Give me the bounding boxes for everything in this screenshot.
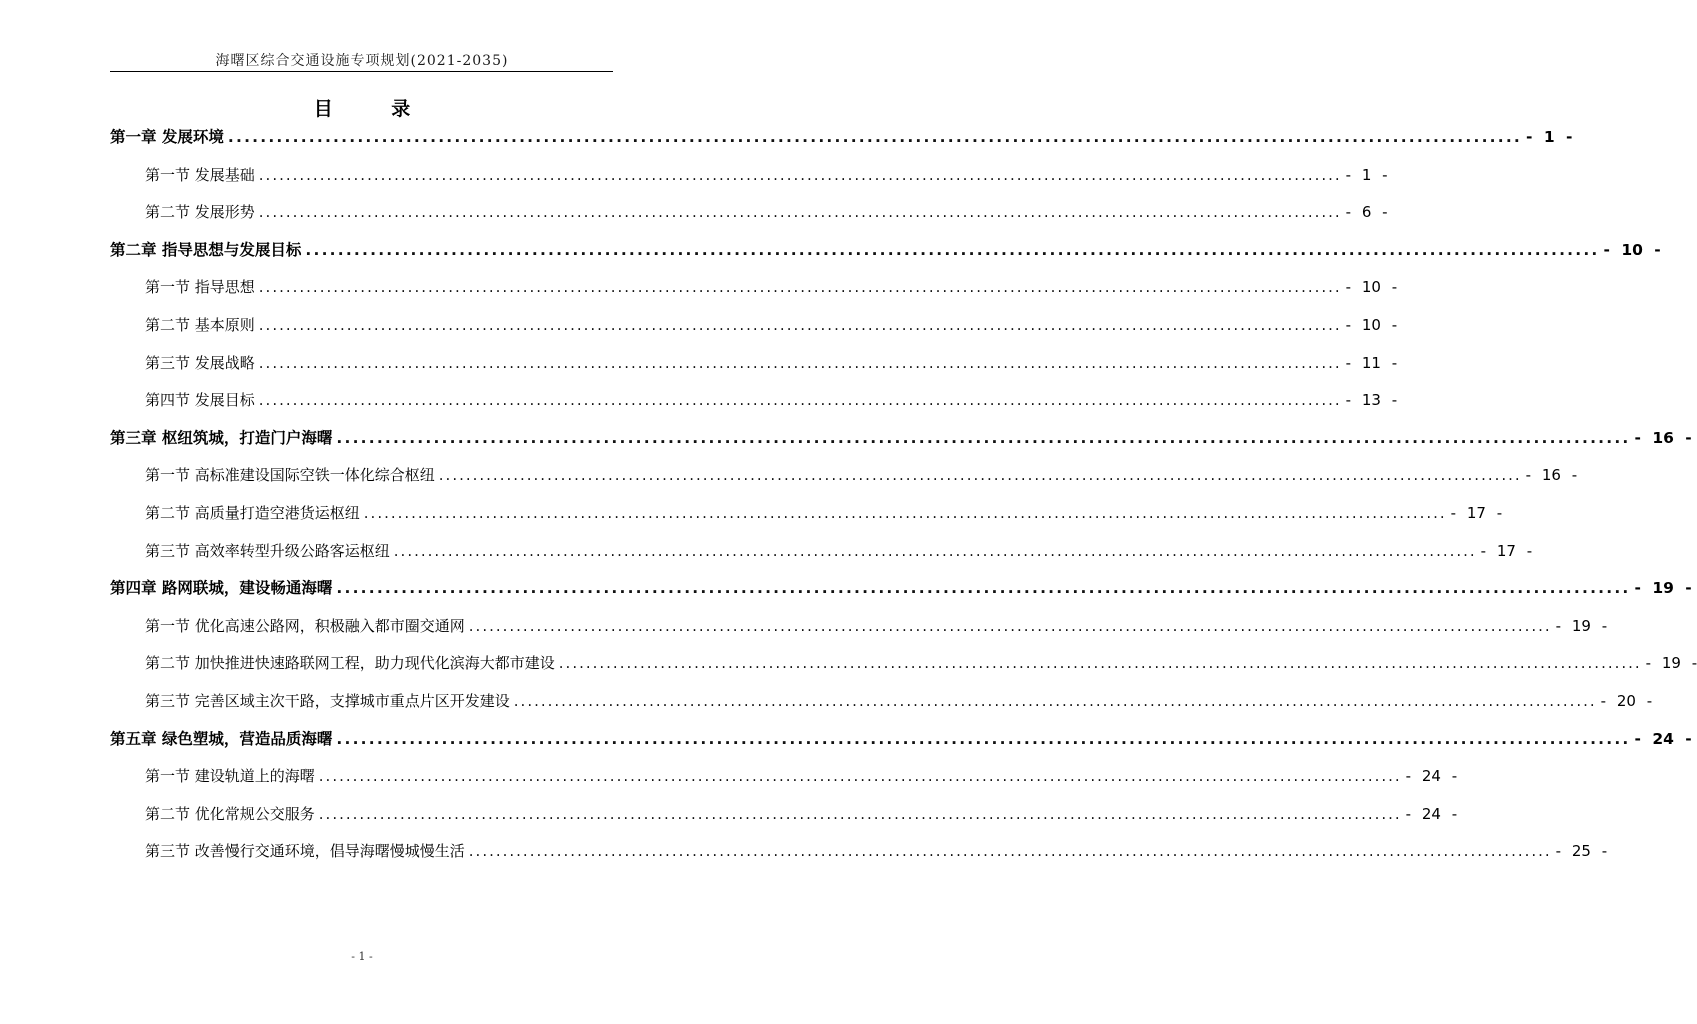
toc-dot-leader: ................................................................................................................................................................ xyxy=(336,428,1631,447)
toc-page-number: - 25 - xyxy=(1555,842,1608,861)
toc-dot-leader: ................................................................................................................................................................ xyxy=(258,203,1342,222)
toc-section-entry[interactable] xyxy=(145,353,1398,373)
toc-dot-leader: ................................................................................................................................................................ xyxy=(258,391,1342,410)
toc-section-entry[interactable] xyxy=(145,541,1533,561)
page-number: - 1 - xyxy=(351,950,373,963)
toc-entry-label: 第二节 高质量打造空港货运枢纽 xyxy=(145,504,360,522)
toc-entry-label: 第一节 发展基础 xyxy=(145,165,255,184)
toc-chapter-entry[interactable] xyxy=(110,127,1573,147)
toc-entry-label: 第一节 指导思想 xyxy=(145,278,255,297)
toc-section-entry[interactable] xyxy=(145,202,1388,222)
toc-section-entry[interactable] xyxy=(145,390,1398,410)
toc-section-entry[interactable] xyxy=(145,315,1398,335)
toc-page-number: - 1 - xyxy=(1526,128,1573,146)
toc-entry-label: 第二节 优化常规公交服务 xyxy=(145,804,315,823)
toc-entry-label: 第二节 基本原则 xyxy=(145,316,255,334)
toc-entry-label: 第三节 高效率转型升级公路客运枢纽 xyxy=(145,541,390,560)
toc-dot-leader: ................................................................................................................................................................ xyxy=(513,692,1597,710)
toc-section-entry[interactable] xyxy=(145,165,1388,185)
toc-entry-label: 第三节 完善区域主次干路，支撑城市重点片区开发建设 xyxy=(145,692,510,710)
toc-dot-leader: ................................................................................................................................................................ xyxy=(258,165,1342,184)
toc-entry-label: 第二章 指导思想与发展目标 xyxy=(110,240,302,259)
toc-dot-leader: ................................................................................................................................................................ xyxy=(305,240,1600,259)
toc-chapter-entry[interactable] xyxy=(110,578,1692,598)
toc-dot-leader: ................................................................................................................................................................ xyxy=(438,466,1522,485)
toc-page-number: - 24 - xyxy=(1634,729,1692,748)
toc-section-entry[interactable] xyxy=(145,804,1458,824)
toc-dot-leader: ................................................................................................................................................................ xyxy=(318,804,1402,823)
toc-entry-label: 第一节 高标准建设国际空铁一体化综合枢纽 xyxy=(145,466,435,485)
toc-chapter-entry[interactable] xyxy=(110,729,1692,749)
toc-entry-label: 第二节 加快推进快速路联网工程，助力现代化滨海大都市建设 xyxy=(145,654,555,673)
toc-dot-leader: ................................................................................................................................................................ xyxy=(468,842,1552,861)
toc-entry-label: 第四章 路网联城，建设畅通海曙 xyxy=(110,579,333,598)
toc-page-number: - 17 - xyxy=(1480,541,1533,560)
toc-entry-label: 第三节 发展战略 xyxy=(145,353,255,372)
toc-entry-label: 第三节 改善慢行交通环境，倡导海曙慢城慢生活 xyxy=(145,842,465,861)
toc-heading: 目 录 xyxy=(313,98,437,120)
toc-page-number: - 24 - xyxy=(1405,767,1458,786)
toc-section-entry[interactable] xyxy=(145,277,1398,297)
toc-page-number: - 10 - xyxy=(1603,240,1661,259)
toc-section-entry[interactable] xyxy=(145,691,1653,711)
toc-dot-leader: ................................................................................................................................................................ xyxy=(258,278,1342,297)
toc-entry-label: 第一节 建设轨道上的海曙 xyxy=(145,767,315,786)
toc-dot-leader: ................................................................................................................................................................ xyxy=(393,541,1477,560)
toc-dot-leader: ................................................................................................................................................................ xyxy=(558,654,1642,673)
toc-page-number: - 10 - xyxy=(1345,278,1398,297)
toc-dot-leader: ................................................................................................................................................................ xyxy=(336,729,1631,748)
toc-entry-label: 第五章 绿色塑城，营造品质海曙 xyxy=(110,729,333,748)
toc-page-number: - 24 - xyxy=(1405,804,1458,823)
toc-dot-leader: ................................................................................................................................................................ xyxy=(258,316,1342,334)
toc-dot-leader: ................................................................................................................................................................ xyxy=(318,767,1402,786)
toc-page-number: - 1 - xyxy=(1345,165,1388,184)
toc-page-number: - 16 - xyxy=(1525,466,1578,485)
toc-page-number: - 10 - xyxy=(1345,316,1398,334)
toc-entry-label: 第一章 发展环境 xyxy=(110,128,224,146)
header-divider xyxy=(110,71,613,72)
toc-dot-leader: ................................................................................................................................................................ xyxy=(363,504,1447,522)
toc-page-number: - 19 - xyxy=(1634,579,1692,598)
toc-dot-leader: ................................................................................................................................................................ xyxy=(336,579,1631,598)
toc-page-number: - 6 - xyxy=(1345,203,1388,222)
toc-section-entry[interactable] xyxy=(145,766,1458,786)
toc-entry-label: 第三章 枢纽筑城，打造门户海曙 xyxy=(110,428,333,447)
toc-page-number: - 13 - xyxy=(1345,391,1398,410)
toc-entry-label: 第一节 优化高速公路网，积极融入都市圈交通网 xyxy=(145,616,465,635)
toc-page-number: - 20 - xyxy=(1600,692,1653,710)
toc-page-number: - 16 - xyxy=(1634,428,1692,447)
toc-entry-label: 第二节 发展形势 xyxy=(145,203,255,222)
toc-page-number: - 17 - xyxy=(1450,504,1503,522)
running-header-title: 海曙区综合交通设施专项规划(2021-2035) xyxy=(215,53,509,69)
toc-dot-leader: ................................................................................................................................................................ xyxy=(258,353,1342,372)
toc-section-entry[interactable] xyxy=(145,616,1608,636)
toc-page-number: - 11 - xyxy=(1345,353,1398,372)
toc-section-entry[interactable] xyxy=(145,465,1578,485)
toc-section-entry[interactable] xyxy=(145,503,1503,523)
toc-page-number: - 19 - xyxy=(1555,616,1608,635)
toc-chapter-entry[interactable] xyxy=(110,428,1692,448)
toc-chapter-entry[interactable] xyxy=(110,240,1661,260)
toc-page-number: - 19 - xyxy=(1645,654,1697,673)
toc-dot-leader: ................................................................................................................................................................ xyxy=(227,128,1523,146)
toc-section-entry[interactable] xyxy=(145,841,1608,861)
toc-entry-label: 第四节 发展目标 xyxy=(145,391,255,410)
toc-section-entry[interactable] xyxy=(145,653,1697,673)
toc-dot-leader: ................................................................................................................................................................ xyxy=(468,616,1552,635)
